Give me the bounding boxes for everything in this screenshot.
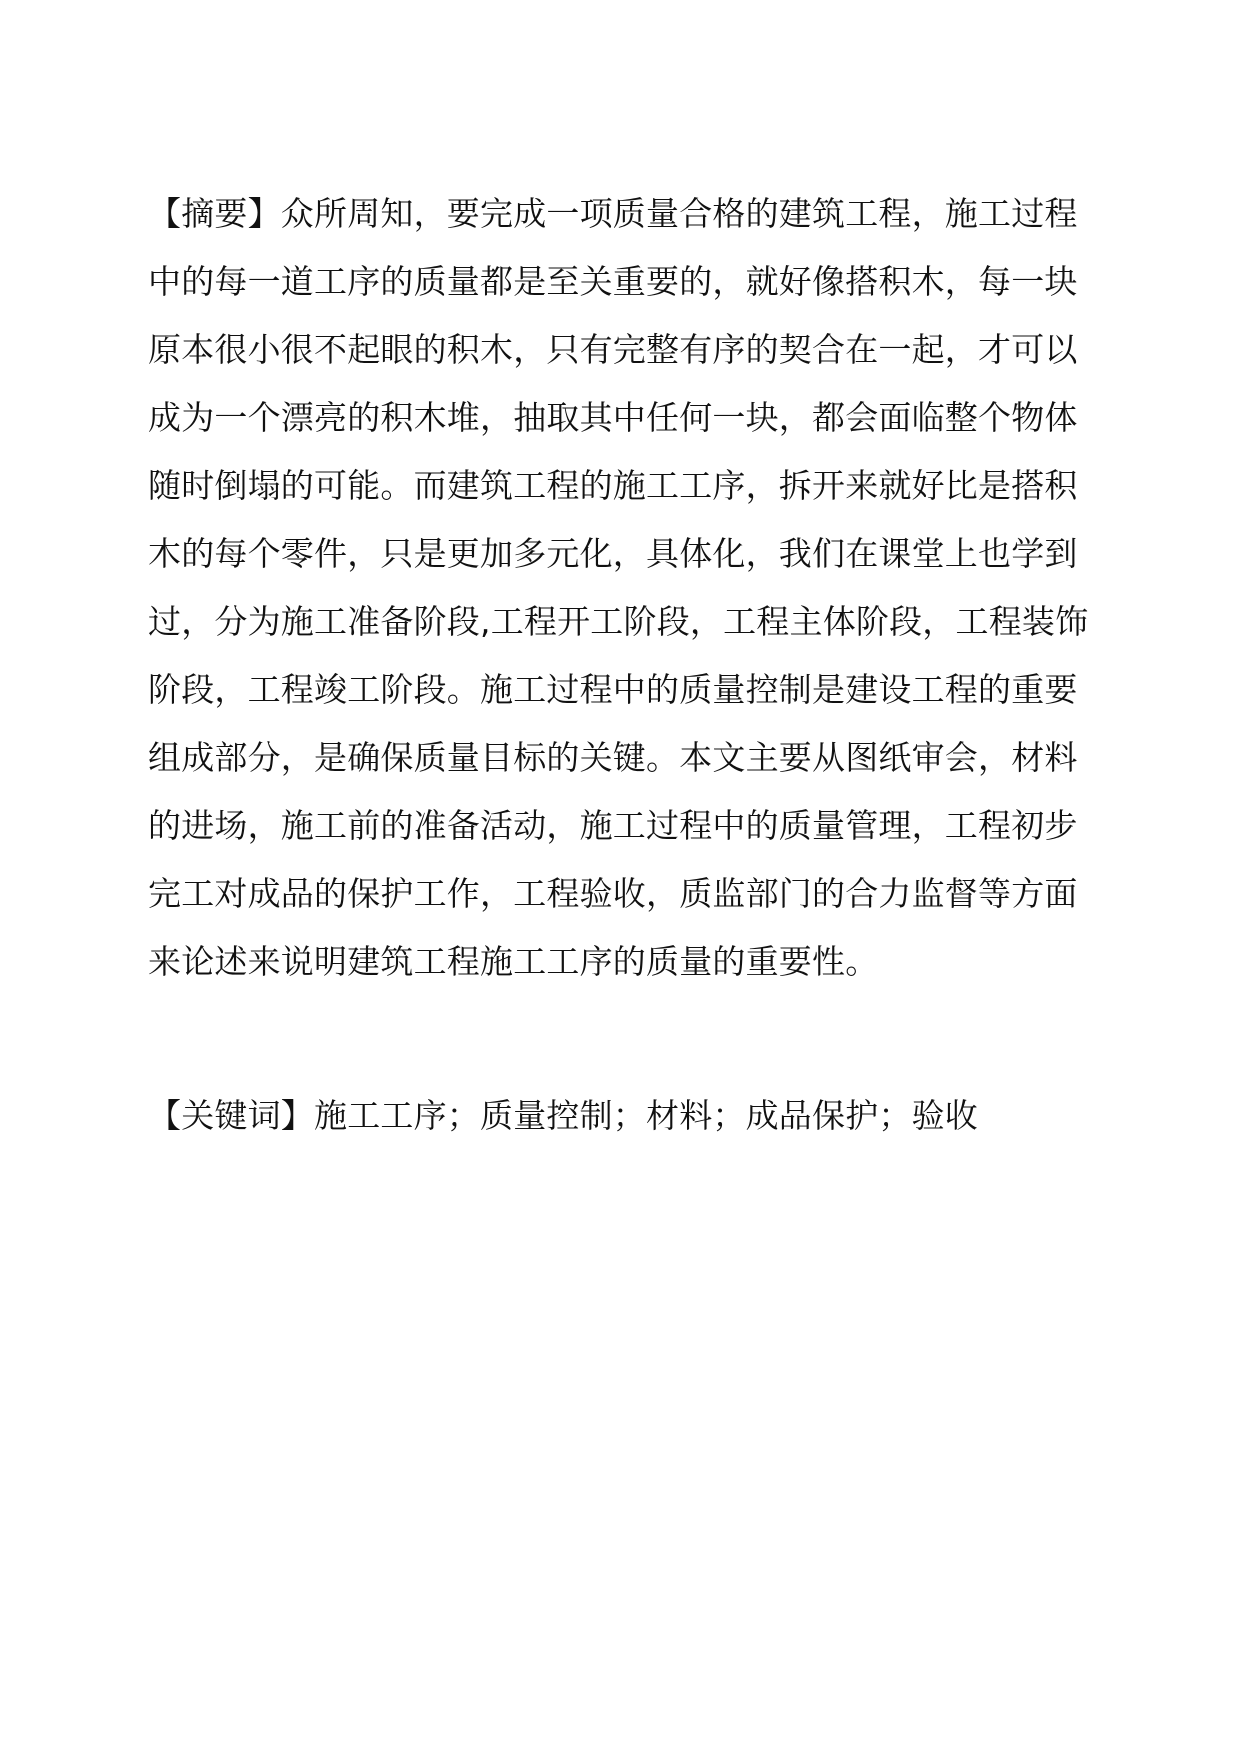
abstract-line: 阶段，工程竣工阶段。施工过程中的质量控制是建设工程的重要 (148, 670, 1078, 709)
abstract-line: 成为一个漂亮的积木堆，抽取其中任何一块，都会面临整个物体 (148, 398, 1078, 437)
keywords-line: 【关键词】施工工序；质量控制；材料；成品保护；验收 (148, 1096, 978, 1135)
abstract-line: 随时倒塌的可能。而建筑工程的施工工序，拆开来就好比是搭积 (148, 466, 1078, 505)
abstract-line: 过，分为施工准备阶段,工程开工阶段，工程主体阶段，工程装饰 (148, 602, 1089, 641)
abstract-line: 【摘要】众所周知，要完成一项质量合格的建筑工程，施工过程 (148, 194, 1078, 233)
abstract-line: 原本很小很不起眼的积木，只有完整有序的契合在一起，才可以 (148, 330, 1078, 369)
abstract-line: 木的每个零件，只是更加多元化，具体化，我们在课堂上也学到 (148, 534, 1078, 573)
abstract-line: 组成部分，是确保质量目标的关键。本文主要从图纸审会，材料 (148, 738, 1078, 777)
abstract-line: 的进场，施工前的准备活动，施工过程中的质量管理，工程初步 (148, 806, 1078, 845)
abstract-line: 完工对成品的保护工作，工程验收，质监部门的合力监督等方面 (148, 874, 1078, 913)
abstract-line: 中的每一道工序的质量都是至关重要的，就好像搭积木，每一块 (148, 262, 1078, 301)
abstract-line: 来论述来说明建筑工程施工工序的质量的重要性。 (148, 942, 879, 981)
